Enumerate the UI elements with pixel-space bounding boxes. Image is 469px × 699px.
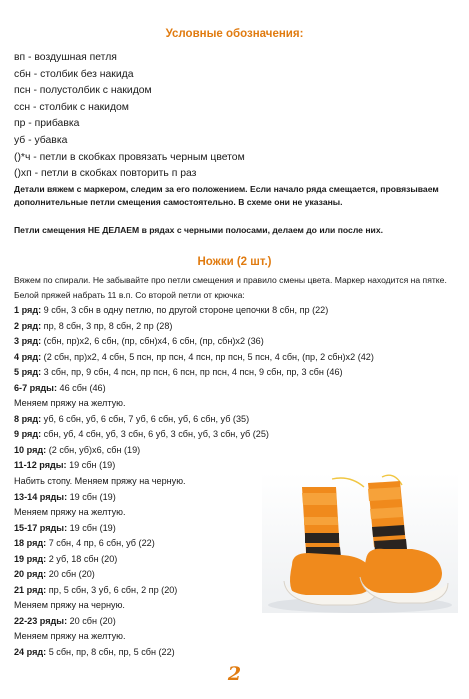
shift-note: Петли смещения НЕ ДЕЛАЕМ в рядах с черными полосами, делаем до или после них. [14,225,383,235]
row-text: (2 сбн, пр)х2, 4 сбн, 5 псн, пр псн, 4 псн, пр псн, 5 псн, 4 сбн, (пр, 2 сбн)х2 (42) [41,351,374,362]
legend-list [14,50,454,183]
pattern-row [14,303,454,319]
row-text: 9 сбн, 3 сбн в одну петлю, по другой стороне цепочки 8 сбн, пр (22) [41,305,329,315]
pattern-row [14,645,454,661]
row-label: 10 ряд: [14,444,47,455]
legend-item: псн - полустолбик с накидом [14,85,152,97]
row-text: 5 сбн, пр, 8 сбн, пр, 5 сбн (22) [46,647,175,658]
row-label: 18 ряд: [14,538,47,549]
legend-item: сбн - столбик без накида [14,68,134,80]
row-label: 9 ряд: [14,429,42,440]
row-label: 21 ряд: [14,584,47,595]
row-label: 24 ряд: [14,647,47,658]
pattern-row [14,443,454,459]
row-text: 19 сбн (19) [66,460,116,471]
legend-item: ()хп - петли в скобках повторить п раз [14,168,197,180]
row-label: 6-7 ряды: [14,382,57,393]
pattern-row [14,427,454,443]
shift-note-emphasis: НЕ ДЕЛАЕМ [87,225,140,235]
row-text: 7 сбн, 4 пр, 6 сбн, уб (22) [46,538,155,549]
pattern-row [14,350,454,366]
row-text: 19 сбн (19) [67,491,116,502]
row-text: пр, 5 сбн, 3 уб, 6 сбн, 2 пр (20) [46,584,178,595]
row-text: 19 сбн (19) [67,522,116,533]
row-label: 1 ряд: [14,305,42,315]
legend-title: Условные обозначения: [165,28,304,40]
row-text: Меняем пряжу на желтую. [14,507,126,518]
row-text: 20 сбн (20) [67,615,116,626]
row-label: 2 ряд: [14,320,42,331]
row-label: 5 ряд: [14,367,42,378]
pattern-row [14,412,454,428]
row-text: Набить стопу. Меняем пряжу на черную. [14,476,186,487]
row-text: Меняем пряжу на черную. [14,600,125,611]
knitted-legs-illustration [262,473,458,613]
row-text: Меняем пряжу на желтую. [14,398,126,409]
pattern-row [14,458,454,474]
pattern-row [14,334,454,350]
legend-item: вп - воздушная петля [14,52,117,63]
row-text: сбн, уб, 4 сбн, уб, 3 сбн, 6 уб, 3 сбн, уб, 3 сбн, уб (25) [41,429,269,440]
legend-item: ()*ч - петли в скобках провязать черным цветом [14,151,245,163]
row-label: 4 ряд: [14,351,42,362]
pattern-instruction [14,629,454,645]
row-label: 3 ряд: [14,336,42,347]
row-label: 15-17 ряды: [14,522,68,533]
section-title: Ножки (2 шт.) [197,256,272,268]
legend-item: ссн - столбик с накидом [14,101,129,113]
pattern-row [14,381,454,397]
page-number: 2 [227,663,242,685]
row-text: пр, 8 сбн, 3 пр, 8 сбн, 2 пр (28) [41,320,173,331]
pattern-row [14,319,454,335]
photo-knitted-legs [262,473,458,613]
row-text: уб, 6 сбн, уб, 6 сбн, 7 уб, 6 сбн, уб, 6 сбн, уб (35) [41,413,250,424]
section-start: Белой пряжей набрать 11 в.п. Со второй петли от крючка: [14,290,245,300]
row-label: 20 ряд: [14,569,47,580]
row-label: 13-14 ряды: [14,491,68,502]
section-intro: Вяжем по спирали. Не забывайте про петли смещения и правило смены цвета. Маркер находится на пятке. [14,275,447,285]
legend-item: пр - прибавка [14,118,80,130]
row-text: 20 сбн (20) [46,569,95,580]
marker-note: Детали вяжем с маркером, следим за его положением. Если начало ряда смещается, провязываем дополнительные петли смещения самостоятельно. В схеме они не указаны. [14,184,439,207]
row-text: (сбн, пр)х2, 6 сбн, (пр, сбн)х4, 6 сбн, (пр, сбн)х2 (36) [41,336,264,347]
pattern-instruction [14,396,454,412]
row-label: 8 ряд: [14,413,42,424]
pattern-row [14,614,454,630]
row-text: 46 сбн (46) [56,382,106,393]
row-label: 19 ряд: [14,553,47,564]
row-label: 11-12 ряды: [14,460,67,471]
row-text: 2 уб, 18 сбн (20) [46,553,118,564]
row-label: 22-23 ряды: [14,615,68,626]
row-text: Меняем пряжу на желтую. [14,631,126,642]
row-text: (2 сбн, уб)х6, сбн (19) [46,444,141,455]
row-text: 3 сбн, пр, 9 сбн, 4 псн, пр псн, 6 псн, пр псн, 4 псн, 9 сбн, пр, 3 сбн (46) [41,367,343,378]
pattern-row [14,365,454,381]
legend-item: уб - убавка [14,134,68,146]
